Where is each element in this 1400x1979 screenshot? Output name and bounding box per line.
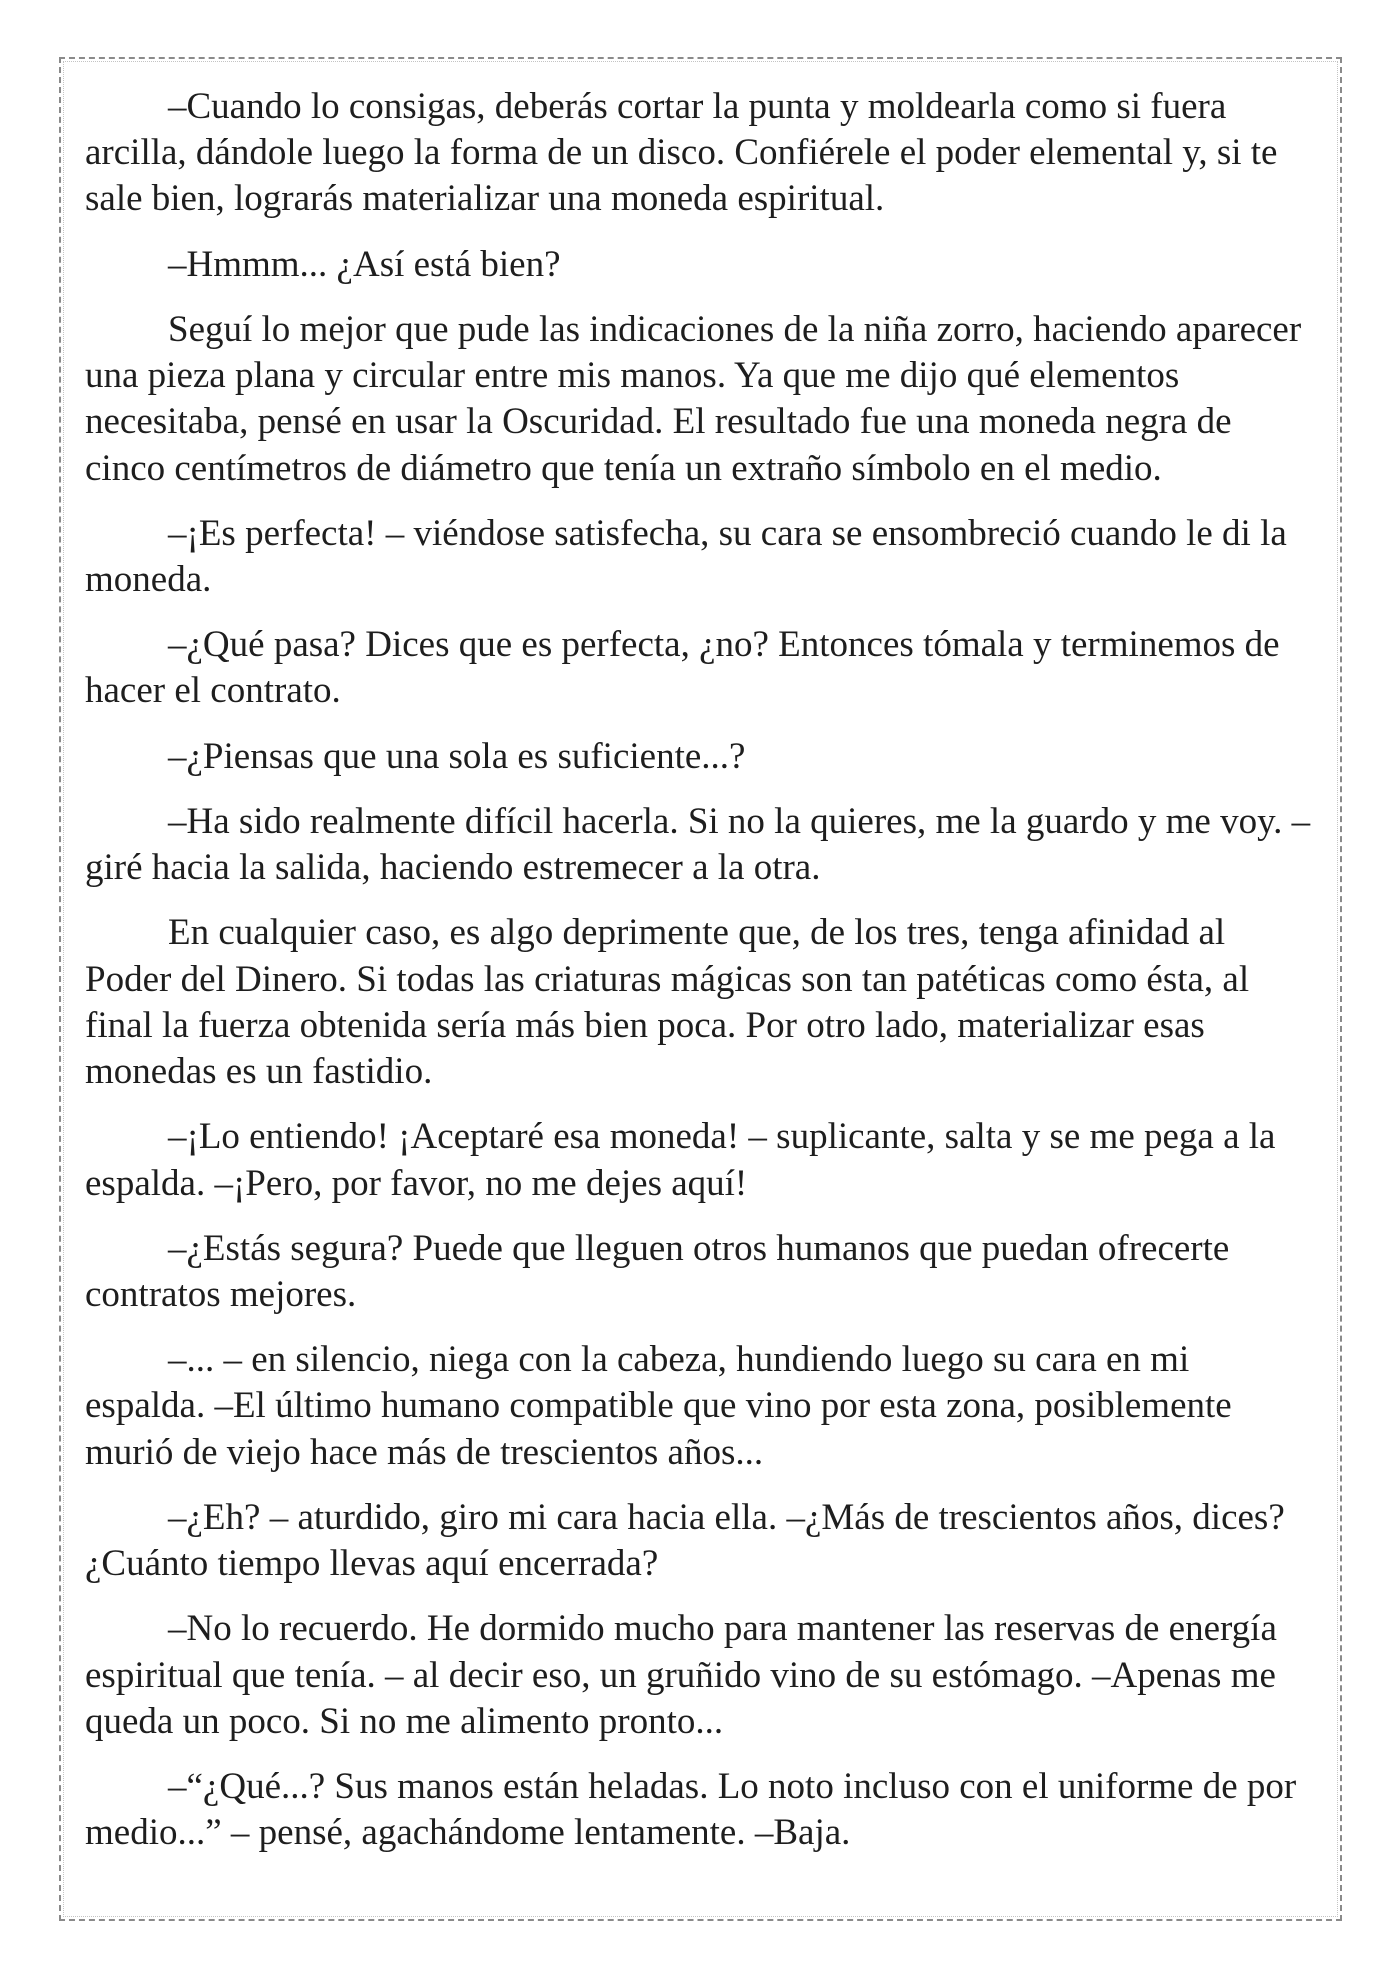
text-line: sale bien, lograrás materializar una moneda espiritual. [85,178,885,220]
text-line: –No lo recuerdo. He dormido mucho para mantener las reservas de energía [168,1608,1277,1650]
paragraph [85,622,1325,714]
text-line: espiritual que tenía. – al decir eso, un gruñido vino de su estómago. –Apenas me [85,1654,1276,1696]
text-line: arcilla, dándole luego la forma de un disco. Confiérele el poder elemental y, si te [85,132,1278,174]
text-line: –¡Es perfecta! – viéndose satisfecha, su cara se ensombreció cuando le di la [168,512,1287,554]
paragraph [85,910,1325,1095]
paragraph [85,1226,1325,1318]
text-line: una pieza plana y circular entre mis manos. Ya que me dijo qué elementos [85,355,1180,397]
text-line: ¿Cuánto tiempo llevas aquí encerrada? [85,1543,659,1585]
text-line: cinco centímetros de diámetro que tenía un extraño símbolo en el medio. [85,447,1162,489]
text-line: –Cuando lo consigas, deberás cortar la punta y moldearla como si fuera [168,86,1227,127]
text-line: contratos mejores. [85,1273,357,1315]
text-line: hacer el contrato. [85,670,341,712]
text-line: –¿Estás segura? Puede que lleguen otros humanos que puedan ofrecerte [168,1227,1230,1269]
text-line: Seguí lo mejor que pude las indicaciones de la niña zorro, haciendo aparecer [168,308,1302,350]
text-line: –Hmmm... ¿Así está bien? [168,243,561,285]
text-line: Poder del Dinero. Si todas las criaturas mágicas son tan patéticas como ésta, al [85,958,1250,1000]
paragraph [85,1337,1325,1476]
text-line: monedas es un fastidio. [85,1051,433,1093]
text-line: murió de viejo hace más de trescientos años... [85,1431,764,1473]
paragraph [85,1764,1325,1856]
text-line: –¿Eh? – aturdido, giro mi cara hacia ella. –¿Más de trescientos años, dices? [168,1496,1285,1538]
paragraph [85,734,1325,780]
text-line: moneda. [85,558,212,600]
text-line: –... – en silencio, niega con la cabeza, hundiendo luego su cara en mi [168,1339,1190,1381]
text-line: giré hacia la salida, haciendo estremecer a la otra. [85,847,821,889]
text-line: –“¿Qué...? Sus manos están heladas. Lo noto incluso con el uniforme de por [168,1766,1297,1808]
text-line: queda un poco. Si no me alimento pronto... [85,1700,724,1742]
text-line: –Ha sido realmente difícil hacerla. Si no la quieres, me la guardo y me voy. – [168,801,1311,842]
text-line: –¿Piensas que una sola es suficiente...? [168,735,746,777]
text-line: necesitaba, pensé en usar la Oscuridad. El resultado fue una moneda negra de [85,401,1232,443]
paragraph [85,1606,1325,1745]
paragraph [85,307,1325,492]
paragraph [85,799,1325,891]
text-line: final la fuerza obtenida sería más bien poca. Por otro lado, materializar esas [85,1004,1205,1046]
paragraph [85,1495,1325,1587]
page-body [85,84,1325,1876]
text-line: –¡Lo entiendo! ¡Aceptaré esa moneda! – suplicante, salta y se me pega a la [168,1116,1276,1158]
text-line: medio...” – pensé, agachándome lentamente. –Baja. [85,1812,851,1854]
text-line: –¿Qué pasa? Dices que es perfecta, ¿no? Entonces tómala y terminemos de [168,624,1280,666]
paragraph [85,84,1325,223]
text-line: En cualquier caso, es algo deprimente que, de los tres, tenga afinidad al [168,912,1226,954]
paragraph [85,511,1325,603]
paragraph [85,242,1325,288]
text-line: espalda. –¡Pero, por favor, no me dejes aquí! [85,1162,748,1204]
paragraph [85,1114,1325,1206]
text-line: espalda. –El último humano compatible que vino por esta zona, posiblemente [85,1385,1232,1427]
